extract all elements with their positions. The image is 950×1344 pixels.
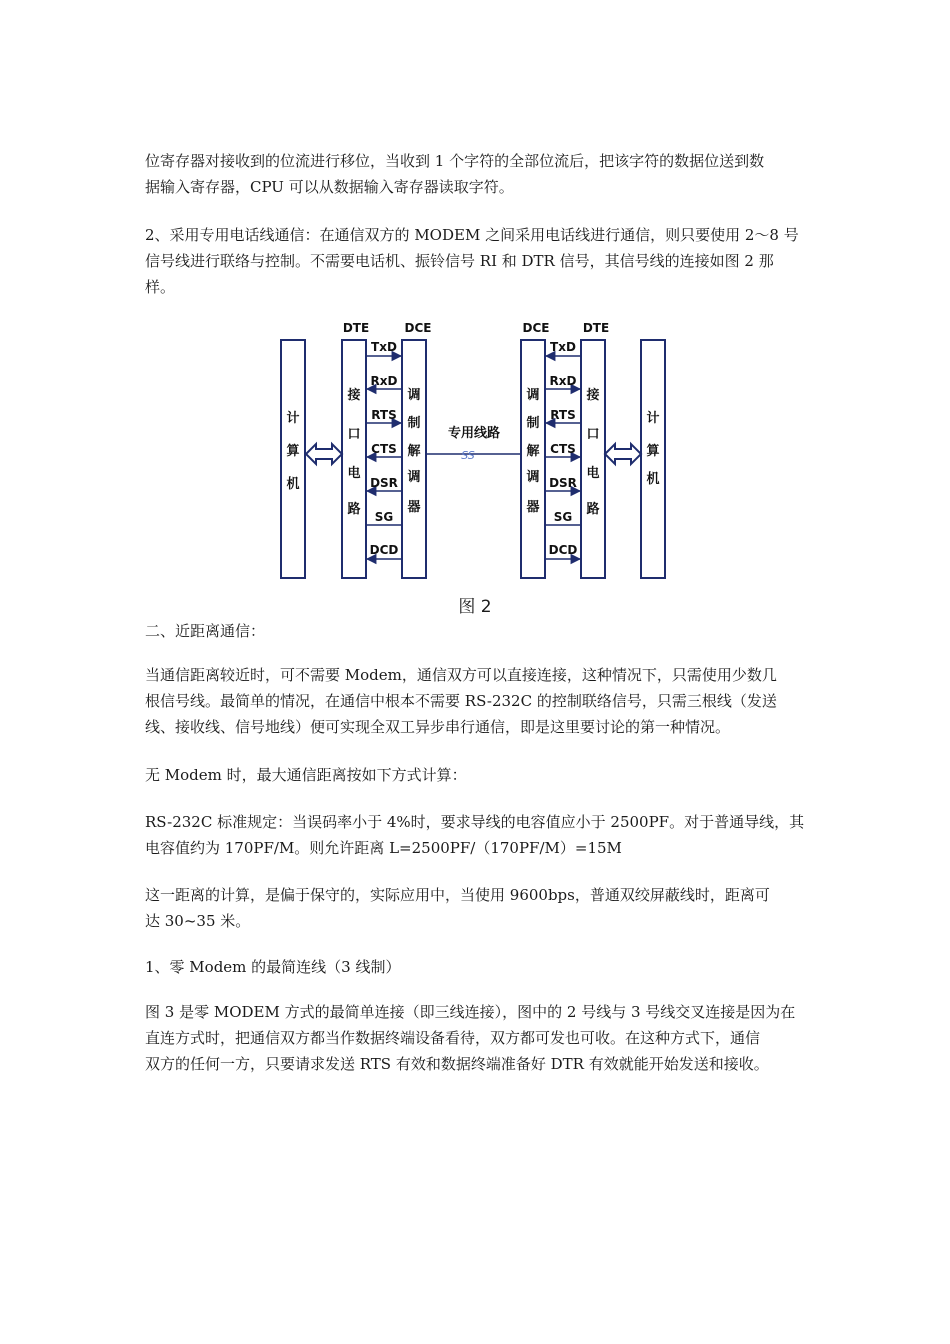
right-dce-label: DCE: [522, 321, 550, 335]
text-line: RS-232C 标准规定：当误码率小于 4%时，要求导线的电容值应小于 2500PF。对于普通导线，其: [145, 813, 805, 831]
right-txd-label: TxD: [550, 340, 576, 354]
right-computer-char: 计: [646, 411, 660, 426]
text-line: 2、采用专用电话线通信：在通信双方的 MODEM 之间采用电话线进行通信，则只要使用 2～8 号: [145, 226, 799, 244]
left-interface-char: 口: [347, 427, 361, 442]
left-modem-char: 制: [407, 416, 421, 431]
text-line: 1、零 Modem 的最简连线（3 线制）: [145, 958, 401, 976]
right-modem-box: [521, 340, 545, 578]
right-cts-label: CTS: [550, 442, 576, 456]
right-interface-char: 电: [586, 466, 600, 481]
text-line: 样。: [145, 278, 176, 296]
right-dte-label: DTE: [582, 321, 610, 335]
left-interface-box: [342, 340, 366, 578]
right-modem-char: 器: [526, 500, 540, 515]
right-interface-text: [585, 387, 599, 517]
text-line: 双方的任何一方，只要请求发送 RTS 有效和数据终端准备好 DTR 有效就能开始发送和接收。: [145, 1055, 769, 1073]
left-dce-label: DCE: [404, 321, 432, 335]
left-bus-double-arrow: [306, 444, 342, 464]
left-computer-char: 机: [286, 477, 300, 492]
right-interface-char: 接: [586, 388, 600, 403]
left-modem-char: 调: [407, 470, 421, 485]
paragraph-figure-3-description: [145, 999, 810, 1077]
left-modem-char: 解: [407, 444, 421, 459]
left-computer-text: [286, 410, 299, 492]
text-line: 这一距离的计算，是偏于保守的，实际应用中，当使用 9600bps，普通双绞屏蔽线时，距离可: [145, 886, 770, 904]
paragraph-leased-line: [145, 222, 810, 300]
left-computer-char: 算: [286, 444, 300, 459]
right-modem-char: 调: [526, 388, 540, 403]
text-line: 直连方式时，把通信双方都当作数据终端设备看待，双方都可发也可收。在这种方式下，通信: [145, 1029, 761, 1047]
right-rts-label: RTS: [550, 408, 576, 422]
text-line: 图 3 是零 MODEM 方式的最简单连接（即三线连接），图中的 2 号线与 3 号线交叉连接是因为在: [145, 1003, 796, 1021]
left-interface-char: 接: [347, 388, 361, 403]
left-modem-char: 调: [407, 388, 421, 403]
right-dsr-label: DSR: [549, 476, 577, 490]
right-interface-char: 路: [586, 502, 600, 517]
right-modem-text: [526, 387, 540, 515]
right-bus-double-arrow: [605, 444, 641, 464]
text-line: 达 30~35 米。: [145, 912, 251, 930]
figure-caption: 图 2: [458, 597, 492, 617]
left-dcd-label: DCD: [369, 543, 399, 557]
paragraph-conservative-calc: [145, 882, 810, 934]
right-interface-char: 口: [586, 427, 600, 442]
left-interface-char: 电: [347, 466, 361, 481]
text-line: 电容值约为 170PF/M。则允许距离 L=2500PF/（170PF/M）=15M: [145, 839, 622, 857]
left-rxd-label: RxD: [370, 374, 398, 388]
right-computer-text: [646, 410, 659, 487]
text-line: 信号线进行联络与控制。不需要电话机、振铃信号 RI 和 DTR 信号，其信号线的连接如图 2 那: [145, 252, 774, 270]
right-rxd-label: RxD: [549, 374, 577, 388]
left-modem-text: [407, 387, 421, 515]
left-interface-char: 路: [347, 502, 361, 517]
text-line: 根信号线。最简单的情况，在通信中根本不需要 RS-232C 的控制联络信号，只需三根线（发送: [145, 692, 777, 710]
figure-2-diagram: [270, 310, 680, 600]
right-modem-char: 调: [526, 470, 540, 485]
left-rts-label: RTS: [371, 408, 397, 422]
right-sg-label: SG: [553, 510, 573, 524]
right-modem-char: 制: [526, 416, 540, 431]
right-modem-char: 解: [526, 444, 540, 459]
left-txd-label: TxD: [371, 340, 397, 354]
text-line: 二、近距离通信：: [145, 622, 266, 640]
paragraph-direct-connection: [145, 662, 810, 740]
left-interface-text: [346, 387, 360, 517]
right-computer-char: 机: [646, 472, 660, 487]
left-cts-label: CTS: [371, 442, 397, 456]
line-break-symbol: SS: [461, 449, 475, 462]
leased-line-label: 专用线路: [447, 426, 501, 441]
left-modem-char: 器: [407, 500, 421, 515]
text-line: 无 Modem 时，最大通信距离按如下方式计算：: [145, 766, 467, 784]
right-dcd-label: DCD: [548, 543, 578, 557]
right-computer-char: 算: [646, 444, 660, 459]
text-line: 据输入寄存器，CPU 可以从数据输入寄存器读取字符。: [145, 178, 514, 196]
section-heading-zero-modem: [145, 954, 810, 980]
right-computer-box: [641, 340, 665, 578]
right-interface-box: [581, 340, 605, 578]
left-computer-box: [281, 340, 305, 578]
section-heading-short-distance: [145, 618, 810, 644]
left-dsr-label: DSR: [370, 476, 398, 490]
text-line: 当通信距离较近时，可不需要 Modem，通信双方可以直接连接，这种情况下，只需使用少数几: [145, 666, 777, 684]
left-modem-box: [402, 340, 426, 578]
left-dte-label: DTE: [342, 321, 370, 335]
paragraph-shift-register: [145, 148, 810, 200]
paragraph-max-distance-intro: [145, 762, 810, 788]
text-line: 线、接收线、信号地线）便可实现全双工异步串行通信，即是这里要讨论的第一种情况。: [145, 718, 731, 736]
left-computer-char: 计: [286, 411, 300, 426]
paragraph-rs232-standard: [145, 809, 810, 861]
text-line: 位寄存器对接收到的位流进行移位，当收到 1 个字符的全部位流后，把该字符的数据位送到数: [145, 152, 765, 170]
left-sg-label: SG: [374, 510, 394, 524]
